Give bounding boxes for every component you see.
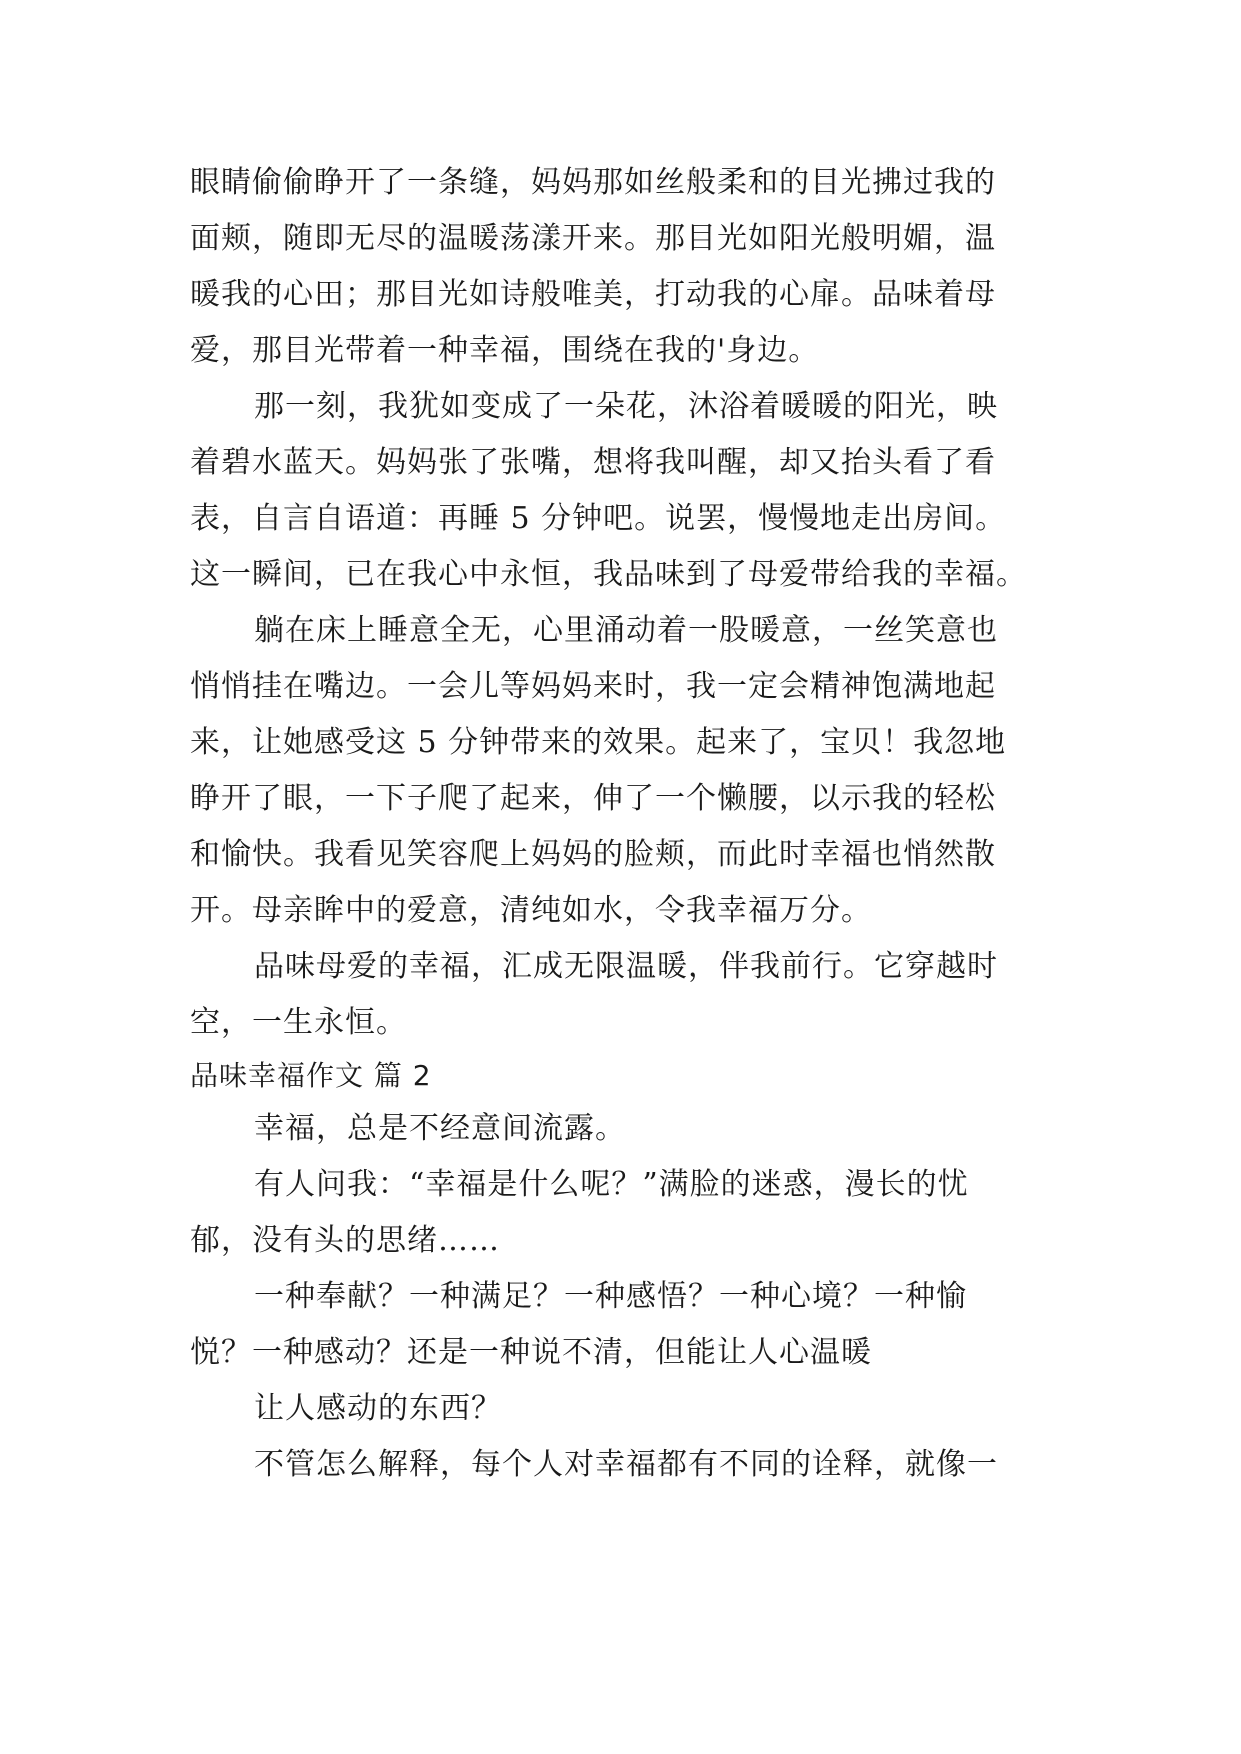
- paragraph-line: 让人感动的东西？: [254, 1391, 502, 1426]
- paragraph-line: 悄悄挂在嘴边。一会儿等妈妈来时，我一定会精神饱满地起: [190, 669, 996, 704]
- paragraph-line: 幸福，总是不经意间流露。: [254, 1111, 626, 1146]
- paragraph-line: 眼睛偷偷睁开了一条缝，妈妈那如丝般柔和的目光拂过我的: [190, 165, 996, 200]
- paragraph-line: 躺在床上睡意全无，心里涌动着一股暖意，一丝笑意也: [254, 613, 998, 648]
- paragraph-line: 暖我的心田；那目光如诗般唯美，打动我的心扉。品味着母: [190, 277, 996, 312]
- paragraph-line: 着碧水蓝天。妈妈张了张嘴，想将我叫醒，却又抬头看了看: [190, 445, 996, 480]
- paragraph-line: 品味母爱的幸福，汇成无限温暖，伴我前行。它穿越时: [254, 949, 998, 984]
- paragraph-line: 表，自言自语道：再睡 5 分钟吧。说罢，慢慢地走出房间。: [190, 501, 1007, 536]
- paragraph-line: 面颊，随即无尽的温暖荡漾开来。那目光如阳光般明媚，温: [190, 221, 996, 256]
- paragraph-line: 和愉快。我看见笑容爬上妈妈的脸颊，而此时幸福也悄然散: [190, 837, 996, 872]
- paragraph-line: 郁，没有头的思绪……: [190, 1223, 500, 1258]
- paragraph-line: 空，一生永恒。: [190, 1005, 407, 1040]
- section-heading: 品味幸福作文 篇 2: [190, 1059, 432, 1092]
- paragraph-line: 悦？一种感动？还是一种说不清，但能让人心温暖: [190, 1335, 872, 1370]
- paragraph-line: 开。母亲眸中的爱意，清纯如水，令我幸福万分。: [190, 893, 872, 928]
- paragraph-line: 有人问我：“幸福是什么呢？”满脸的迷惑，漫长的忧: [254, 1167, 969, 1202]
- paragraph-line: 睁开了眼，一下子爬了起来，伸了一个懒腰，以示我的轻松: [190, 781, 996, 816]
- paragraph-line: 不管怎么解释，每个人对幸福都有不同的诠释，就像一: [254, 1447, 998, 1482]
- paragraph-line: 这一瞬间，已在我心中永恒，我品味到了母爱带给我的幸福。: [190, 557, 1027, 592]
- paragraph-line: 一种奉献？一种满足？一种感悟？一种心境？一种愉: [254, 1279, 967, 1314]
- paragraph-line: 那一刻，我犹如变成了一朵花，沐浴着暖暖的阳光，映: [254, 389, 998, 424]
- paragraph-line: 爱，那目光带着一种幸福，围绕在我的'身边。: [190, 333, 820, 368]
- paragraph-line: 来，让她感受这 5 分钟带来的效果。起来了，宝贝！我忽地: [190, 725, 1007, 760]
